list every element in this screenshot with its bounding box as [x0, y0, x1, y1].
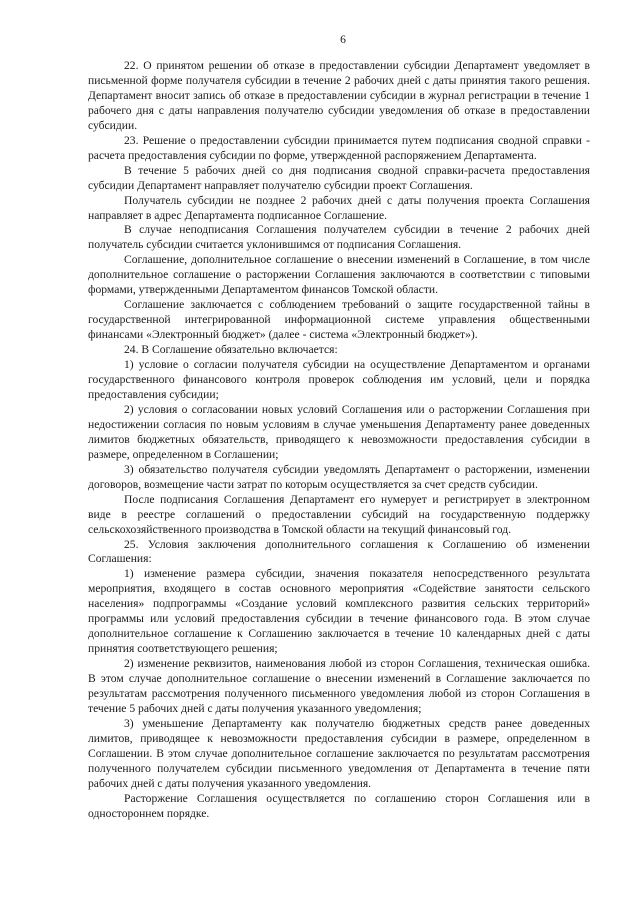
- document-body: [88, 59, 590, 822]
- list-item: 1) условие о согласии получателя субсидии на осуществление Департаментом и органами государственного финансового контроля проверок соблюдения им условий, цели и порядка предоставления субсидии;: [88, 358, 590, 401]
- paragraph: Расторжение Соглашения осуществляется по соглашению сторон Соглашения или в одностороннем порядке.: [88, 791, 590, 820]
- paragraph: Соглашение заключается с соблюдением требований о защите государственной тайны в государственной интегрированной информационной системе управления общественными финансами «Электронный бюджет» (далее - система «Электронный бюджет»).: [88, 298, 590, 342]
- list-item: 1) изменение размера субсидии, значения показателя непосредственного результата мероприятия, входящего в состав основного мероприятия «Содействие занятости сельского населения» подпрограммы «Создание условий комплексного развития сельских территорий» программы или условий предоставления субсидии в течение финансового года. В этом случае дополнительное соглашение к Соглашению заключается в течение 10 календарных дней с даты принятия соответствующего решения;: [88, 567, 590, 656]
- paragraph-23: 23. Решение о предоставлении субсидии принимается путем подписания сводной справки - расчета предоставления субсидии по форме, утвержденной распоряжением Департамента.: [88, 133, 590, 162]
- paragraph-25: 25. Условия заключения дополнительного соглашения к Соглашению об изменении Соглашения:: [88, 537, 590, 566]
- list-item: 2) изменение реквизитов, наименования любой из сторон Соглашения, техническая ошибка. В этом случае дополнительное соглашение о внесении изменений в Соглашение заключается по результатам рассмотрения полученного письменного уведомления любой из сторон Соглашения в течение 5 рабочих дней с даты получения указанного уведомления;: [88, 657, 590, 715]
- list-item: 2) условия о согласовании новых условий Соглашения или о расторжении Соглашения при недостижении согласия по новым условиям в случае уменьшения Департаменту ранее доведенных лимитов бюджетных обязательств, приводящего к невозможности предоставления субсидии в размере, определенном в Соглашении;: [88, 402, 590, 461]
- paragraph: В случае неподписания Соглашения получателем субсидии в течение 2 рабочих дней получатель субсидии считается уклонившимся от подписания Соглашения.: [88, 223, 590, 252]
- paragraph-22: 22. О принятом решении об отказе в предоставлении субсидии Департамент уведомляет в письменной форме получателя субсидии в течение 2 рабочих дней с даты принятия такого решения. Департамент вносит запись об отказе в предоставлении субсидии в журнал регистрации в течение 1 рабочего дня с даты направления получателю субсидии уведомления об отказе в предоставлении субсидии.: [88, 59, 590, 132]
- list-item: 3) уменьшение Департаменту как получателю бюджетных средств ранее доведенных лимитов, приводящее к невозможности предоставления субсидии в размере, определенном в Соглашении. В этом случае дополнительное соглашение заключается по результатам рассмотрения полученного получателем субсидии письменного уведомления от Департамента в течение пяти рабочих дней с даты получения указанного уведомления.: [88, 716, 590, 790]
- list-item: 3) обязательство получателя субсидии уведомлять Департамент о расторжении, изменении договоров, возмещение части затрат по которым осуществляется за счет средств субсидии.: [88, 462, 590, 491]
- paragraph: В течение 5 рабочих дней со дня подписания сводной справки-расчета предоставления субсидии Департамент направляет получателю субсидии проект Соглашения.: [88, 163, 590, 192]
- paragraph-24: 24. В Соглашение обязательно включается:: [124, 343, 338, 357]
- paragraph: Получатель субсидии не позднее 2 рабочих дней с даты получения проекта Соглашения направляет в адрес Департамента подписанное Соглашение.: [88, 193, 590, 222]
- paragraph: Соглашение, дополнительное соглашение о внесении изменений в Соглашение, в том числе дополнительное соглашение о расторжении Соглашения заключаются в соответствии с типовыми формами, утвержденными Департаментом финансов Томской области.: [88, 253, 590, 297]
- paragraph: После подписания Соглашения Департамент его нумерует и регистрирует в электронном виде в реестре соглашений о предоставлении субсидий на государственную поддержку сельскохозяйственного производства в Томской области на текущий финансовый год.: [88, 492, 590, 536]
- page-number: 6: [340, 33, 346, 46]
